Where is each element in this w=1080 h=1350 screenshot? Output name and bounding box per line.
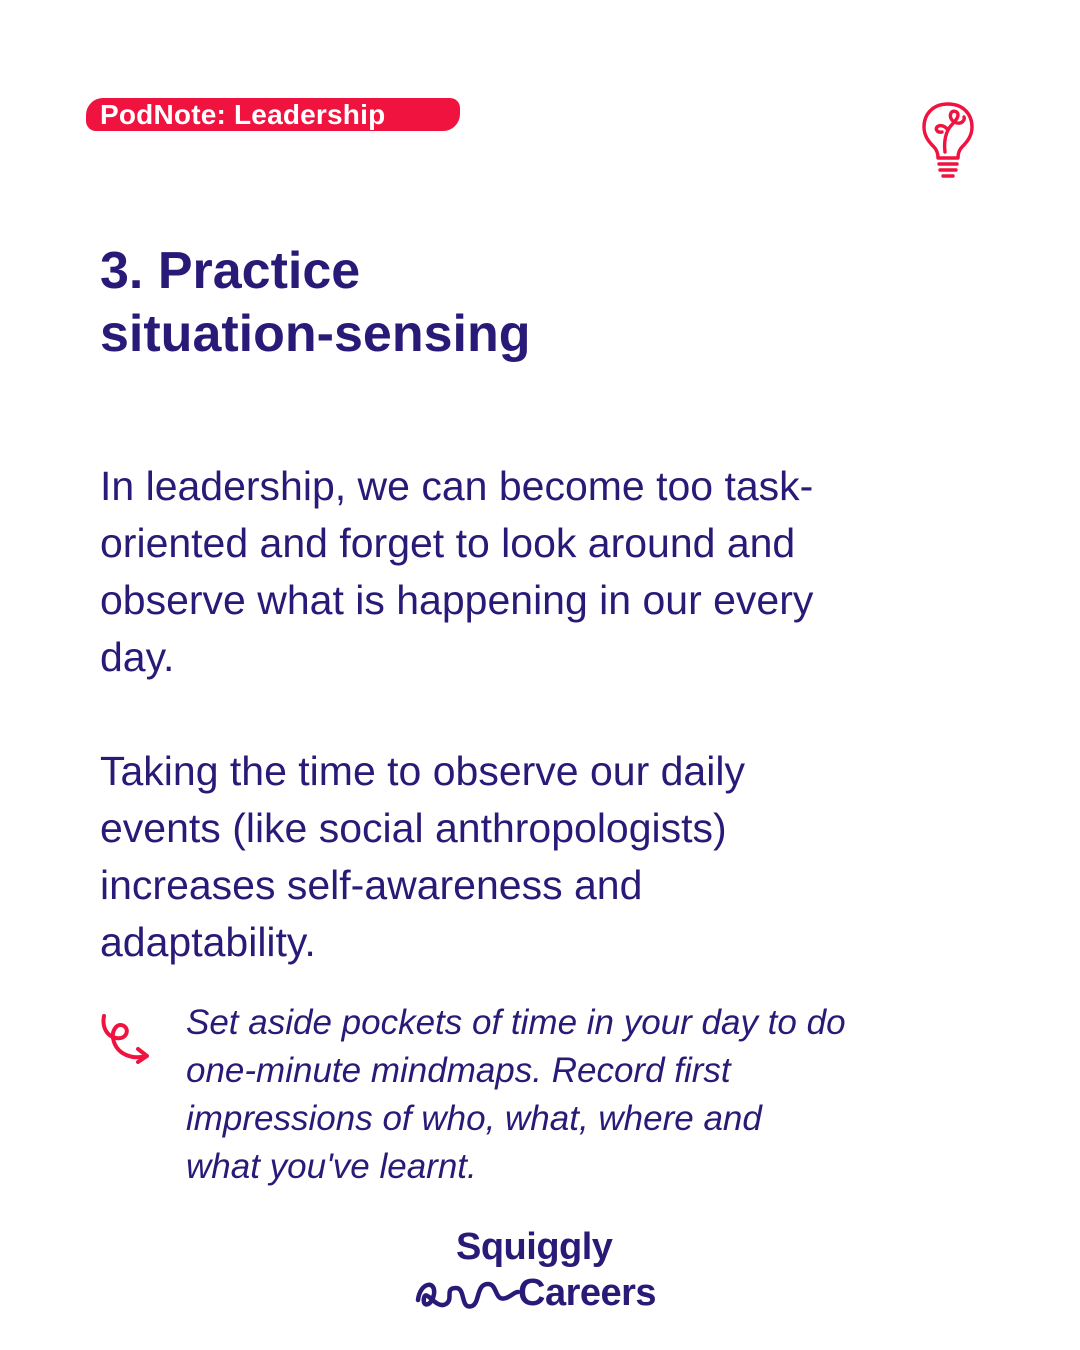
curly-arrow-icon [96, 1004, 158, 1070]
body-paragraph-1 [100, 458, 980, 686]
paragraph-line: adaptability. [100, 919, 316, 965]
paragraph-line: oriented and forget to look around and [100, 520, 796, 566]
squiggle-icon [414, 1270, 520, 1316]
body-paragraph-2 [100, 743, 980, 971]
tip-line: one-minute mindmaps. Record first [186, 1051, 731, 1090]
tip-line: what you've learnt. [186, 1147, 477, 1186]
category-tag-label: PodNote: Leadership [100, 99, 386, 130]
paragraph-line: Taking the time to observe our daily [100, 748, 745, 794]
page-title [100, 240, 1000, 366]
tip-text [186, 999, 986, 1191]
paragraph-line: observe what is happening in our every [100, 577, 814, 623]
page-title-line: situation-sensing [100, 305, 531, 363]
logo-word-1: Squiggly [456, 1226, 613, 1268]
paragraph-line: In leadership, we can become too task- [100, 463, 814, 509]
page-title-line: 3. Practice [100, 242, 361, 300]
brand-logo [414, 1222, 674, 1318]
logo-word-2: Careers [518, 1272, 657, 1314]
lightbulb-icon [918, 100, 978, 182]
paragraph-line: increases self-awareness and [100, 862, 643, 908]
category-tag [86, 98, 460, 131]
paragraph-line: events (like social anthropologists) [100, 805, 727, 851]
paragraph-line: day. [100, 634, 175, 680]
tip-line: Set aside pockets of time in your day to do [186, 1003, 846, 1042]
tip-line: impressions of who, what, where and [186, 1099, 762, 1138]
